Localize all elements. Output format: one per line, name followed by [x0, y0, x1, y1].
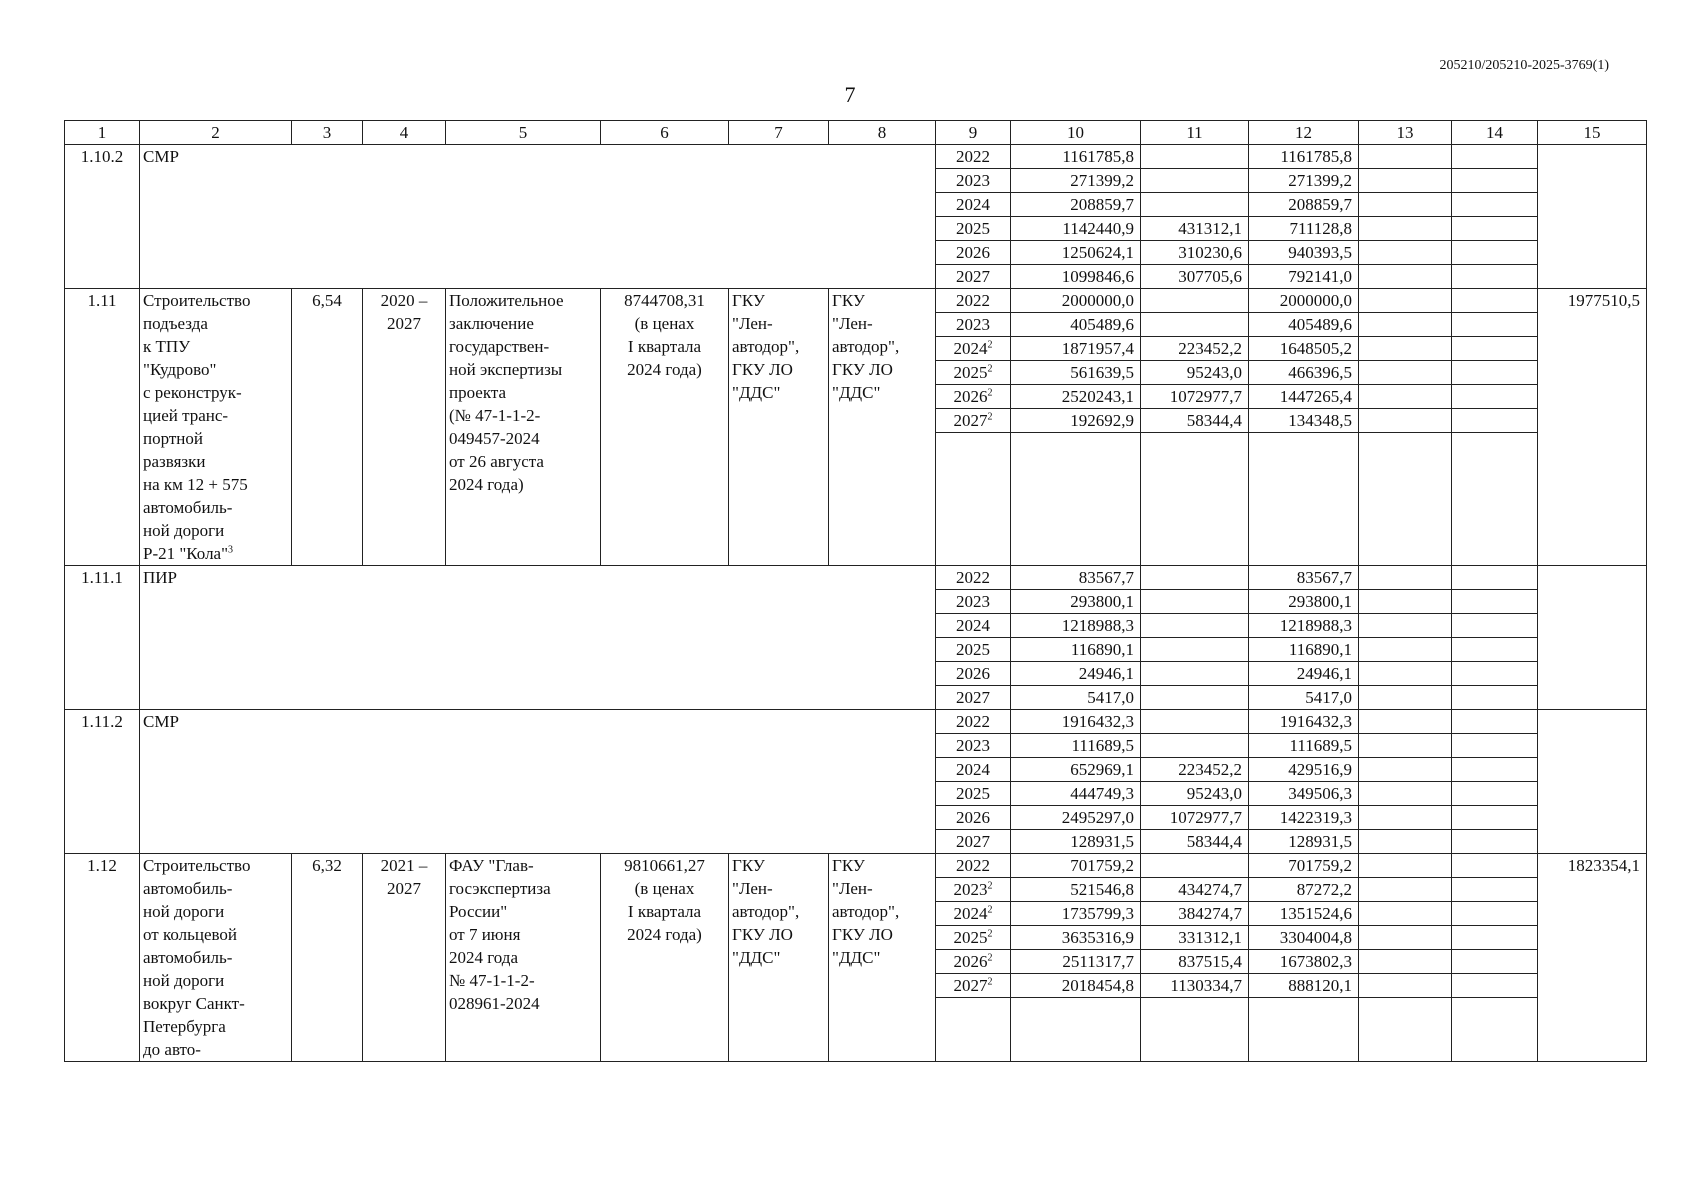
year-value: 2023 [956, 736, 990, 755]
year-value: 2026 [953, 952, 988, 971]
footnote-mark: 2 [987, 339, 993, 351]
object-name-text: Строительство автомобиль- ной дороги от кольцевой автомобиль- ной дороги вокруг Санкт- Петербурга до авто- [143, 856, 251, 1059]
col-15: 1823354,1 [1538, 854, 1647, 1062]
table-row [65, 566, 1647, 590]
year [936, 313, 1011, 337]
object-name [140, 289, 292, 566]
regional-amount: 2000000,0 [1249, 289, 1359, 313]
col-14 [1452, 758, 1538, 782]
regional-amount: 24946,1 [1249, 662, 1359, 686]
col-14 [1452, 662, 1538, 686]
column-header: 13 [1359, 121, 1452, 145]
column-header: 1 [65, 121, 140, 145]
col-13 [1359, 854, 1452, 878]
col-14 [1452, 878, 1538, 902]
year-value: 2027 [956, 688, 990, 707]
year-value: 2022 [956, 712, 990, 731]
col-13 [1359, 830, 1452, 854]
federal-amount: 331312,1 [1141, 926, 1249, 950]
year [936, 734, 1011, 758]
col-13 [1359, 902, 1452, 926]
total-amount: 3635316,9 [1011, 926, 1141, 950]
stage-name: СМР [140, 710, 936, 854]
year [936, 193, 1011, 217]
col-14 [1452, 734, 1538, 758]
customer: ГКУ "Лен- автодор", ГКУ ЛО "ДДС" [729, 289, 829, 566]
col-14 [1452, 902, 1538, 926]
column-header: 15 [1538, 121, 1647, 145]
federal-amount [1141, 145, 1249, 169]
regional-amount: 711128,8 [1249, 217, 1359, 241]
length-km: 6,54 [292, 289, 363, 566]
row-code: 1.11 [65, 289, 140, 566]
total-amount: 192692,9 [1011, 409, 1141, 433]
footnote-mark: 2 [987, 363, 993, 375]
empty-cell [1452, 998, 1538, 1062]
col-13 [1359, 289, 1452, 313]
table-row [65, 854, 1647, 878]
year-value: 2026 [953, 387, 988, 406]
customer: ГКУ "Лен- автодор", ГКУ ЛО "ДДС" [729, 854, 829, 1062]
year [936, 686, 1011, 710]
federal-amount [1141, 566, 1249, 590]
year [936, 902, 1011, 926]
federal-amount [1141, 313, 1249, 337]
col-14 [1452, 854, 1538, 878]
column-header: 10 [1011, 121, 1141, 145]
regional-amount: 888120,1 [1249, 974, 1359, 998]
total-amount: 111689,5 [1011, 734, 1141, 758]
regional-amount: 1351524,6 [1249, 902, 1359, 926]
total-amount: 128931,5 [1011, 830, 1141, 854]
col-14 [1452, 313, 1538, 337]
col-13 [1359, 614, 1452, 638]
empty-cell [1011, 433, 1141, 566]
expertise: Положительное заключение государствен- ной экспертизы проекта (№ 47-1-1-2- 049457-2024 от 26 августа 2024 года) [446, 289, 601, 566]
col-15: 1977510,5 [1538, 289, 1647, 566]
col-13 [1359, 782, 1452, 806]
year-value: 2026 [956, 808, 990, 827]
federal-amount [1141, 193, 1249, 217]
federal-amount [1141, 614, 1249, 638]
column-header: 7 [729, 121, 829, 145]
year-value: 2023 [956, 315, 990, 334]
total-amount: 1218988,3 [1011, 614, 1141, 638]
federal-amount [1141, 590, 1249, 614]
col-13 [1359, 337, 1452, 361]
total-amount: 2511317,7 [1011, 950, 1141, 974]
year-value: 2023 [956, 592, 990, 611]
total-amount: 1871957,4 [1011, 337, 1141, 361]
row-code: 1.12 [65, 854, 140, 1062]
year [936, 710, 1011, 734]
federal-amount: 95243,0 [1141, 361, 1249, 385]
col-14 [1452, 409, 1538, 433]
col-14 [1452, 782, 1538, 806]
empty-cell [1452, 433, 1538, 566]
col-14 [1452, 806, 1538, 830]
col-13 [1359, 313, 1452, 337]
col-14 [1452, 590, 1538, 614]
federal-amount [1141, 289, 1249, 313]
col-13 [1359, 686, 1452, 710]
footnote-mark: 2 [987, 976, 993, 988]
year-value: 2022 [956, 147, 990, 166]
col-14 [1452, 241, 1538, 265]
col-14 [1452, 686, 1538, 710]
col-14 [1452, 193, 1538, 217]
page-number: 7 [844, 82, 856, 107]
total-amount: 521546,8 [1011, 878, 1141, 902]
total-amount: 444749,3 [1011, 782, 1141, 806]
row-code: 1.10.2 [65, 145, 140, 289]
year [936, 145, 1011, 169]
total-amount: 116890,1 [1011, 638, 1141, 662]
table-row [65, 289, 1647, 313]
year [936, 806, 1011, 830]
col-13 [1359, 950, 1452, 974]
total-amount: 208859,7 [1011, 193, 1141, 217]
empty-cell [1359, 998, 1452, 1062]
year-value: 2024 [953, 904, 988, 923]
federal-amount: 307705,6 [1141, 265, 1249, 289]
empty-cell [1359, 433, 1452, 566]
stage-name: СМР [140, 145, 936, 289]
footnote-mark: 2 [987, 880, 993, 892]
total-amount: 1161785,8 [1011, 145, 1141, 169]
year [936, 241, 1011, 265]
column-header: 4 [363, 121, 446, 145]
federal-amount: 223452,2 [1141, 758, 1249, 782]
regional-amount: 1648505,2 [1249, 337, 1359, 361]
col-13 [1359, 241, 1452, 265]
regional-amount: 116890,1 [1249, 638, 1359, 662]
total-amount: 1735799,3 [1011, 902, 1141, 926]
regional-amount: 293800,1 [1249, 590, 1359, 614]
year-value: 2027 [956, 832, 990, 851]
regional-amount: 128931,5 [1249, 830, 1359, 854]
developer: ГКУ "Лен- автодор", ГКУ ЛО "ДДС" [829, 854, 936, 1062]
regional-amount: 940393,5 [1249, 241, 1359, 265]
empty-cell [1011, 998, 1141, 1062]
col-13 [1359, 590, 1452, 614]
footnote-mark: 2 [987, 387, 993, 399]
col-13 [1359, 409, 1452, 433]
year-value: 2027 [953, 411, 988, 430]
col-13 [1359, 169, 1452, 193]
col-14 [1452, 217, 1538, 241]
empty-cell [936, 433, 1011, 566]
regional-amount: 3304004,8 [1249, 926, 1359, 950]
col-13 [1359, 265, 1452, 289]
year [936, 758, 1011, 782]
column-header: 12 [1249, 121, 1359, 145]
col-14 [1452, 289, 1538, 313]
federal-amount: 434274,7 [1141, 878, 1249, 902]
year [936, 409, 1011, 433]
expertise: ФАУ "Глав- госэкспертиза России" от 7 июня 2024 года № 47-1-1-2- 028961-2024 [446, 854, 601, 1062]
footnote-mark: 3 [228, 544, 234, 556]
col-14 [1452, 361, 1538, 385]
footnote-mark: 2 [987, 928, 993, 940]
col-14 [1452, 385, 1538, 409]
year-value: 2026 [956, 664, 990, 683]
total-amount: 5417,0 [1011, 686, 1141, 710]
empty-cell [1141, 998, 1249, 1062]
col-13 [1359, 385, 1452, 409]
regional-amount: 429516,9 [1249, 758, 1359, 782]
regional-amount: 792141,0 [1249, 265, 1359, 289]
total-amount: 2018454,8 [1011, 974, 1141, 998]
empty-cell [936, 998, 1011, 1062]
col-14 [1452, 638, 1538, 662]
period: 2020 – 2027 [363, 289, 446, 566]
regional-amount: 1673802,3 [1249, 950, 1359, 974]
year [936, 782, 1011, 806]
federal-amount [1141, 638, 1249, 662]
regional-amount: 1218988,3 [1249, 614, 1359, 638]
period: 2021 – 2027 [363, 854, 446, 1062]
total-amount: 293800,1 [1011, 590, 1141, 614]
federal-amount: 1072977,7 [1141, 806, 1249, 830]
col-14 [1452, 950, 1538, 974]
regional-amount: 405489,6 [1249, 313, 1359, 337]
col-13 [1359, 193, 1452, 217]
regional-amount: 1161785,8 [1249, 145, 1359, 169]
year [936, 289, 1011, 313]
federal-amount [1141, 169, 1249, 193]
year-value: 2025 [956, 784, 990, 803]
federal-amount: 95243,0 [1141, 782, 1249, 806]
federal-amount: 223452,2 [1141, 337, 1249, 361]
year-value: 2023 [956, 171, 990, 190]
header-row [65, 121, 1647, 145]
year [936, 662, 1011, 686]
empty-cell [1249, 433, 1359, 566]
regional-amount: 1916432,3 [1249, 710, 1359, 734]
col-14 [1452, 830, 1538, 854]
empty-cell [1249, 998, 1359, 1062]
year-value: 2024 [953, 339, 988, 358]
total-amount: 1099846,6 [1011, 265, 1141, 289]
regional-amount: 271399,2 [1249, 169, 1359, 193]
empty-cell [1141, 433, 1249, 566]
year-value: 2024 [956, 195, 990, 214]
regional-amount: 466396,5 [1249, 361, 1359, 385]
regional-amount: 1422319,3 [1249, 806, 1359, 830]
total-amount: 1250624,1 [1011, 241, 1141, 265]
federal-amount [1141, 710, 1249, 734]
year [936, 265, 1011, 289]
column-header: 2 [140, 121, 292, 145]
year [936, 974, 1011, 998]
col-13 [1359, 361, 1452, 385]
regional-amount: 134348,5 [1249, 409, 1359, 433]
year [936, 950, 1011, 974]
col-14 [1452, 169, 1538, 193]
regional-amount: 5417,0 [1249, 686, 1359, 710]
year [936, 385, 1011, 409]
regional-amount: 208859,7 [1249, 193, 1359, 217]
col-13 [1359, 710, 1452, 734]
regional-amount: 701759,2 [1249, 854, 1359, 878]
year-value: 2027 [956, 267, 990, 286]
year-value: 2023 [953, 880, 988, 899]
year-value: 2025 [956, 219, 990, 238]
col-13 [1359, 734, 1452, 758]
total-amount: 83567,7 [1011, 566, 1141, 590]
year [936, 926, 1011, 950]
federal-amount: 58344,4 [1141, 830, 1249, 854]
year [936, 638, 1011, 662]
total-amount: 652969,1 [1011, 758, 1141, 782]
year-value: 2024 [956, 760, 990, 779]
federal-amount: 384274,7 [1141, 902, 1249, 926]
footnote-mark: 2 [987, 952, 993, 964]
object-name-text: Строительство подъезда к ТПУ "Кудрово" с реконструк- цией транс- портной развязки на км 12 + 575 автомобиль- ной дороги Р-21 "Кола" [143, 291, 251, 563]
year [936, 614, 1011, 638]
col-13 [1359, 806, 1452, 830]
col-14 [1452, 974, 1538, 998]
total-amount: 561639,5 [1011, 361, 1141, 385]
year-value: 2026 [956, 243, 990, 262]
stage-name: ПИР [140, 566, 936, 710]
year [936, 337, 1011, 361]
col-13 [1359, 974, 1452, 998]
year-value: 2024 [956, 616, 990, 635]
federal-amount: 1072977,7 [1141, 385, 1249, 409]
year [936, 361, 1011, 385]
federal-amount: 837515,4 [1141, 950, 1249, 974]
table-row [65, 145, 1647, 169]
year [936, 830, 1011, 854]
estimated-cost: 8744708,31 (в ценах I квартала 2024 года) [601, 289, 729, 566]
column-header: 5 [446, 121, 601, 145]
column-header: 11 [1141, 121, 1249, 145]
footnote-mark: 2 [987, 411, 993, 423]
federal-amount [1141, 734, 1249, 758]
federal-amount [1141, 662, 1249, 686]
federal-amount [1141, 854, 1249, 878]
year [936, 566, 1011, 590]
year-value: 2022 [956, 568, 990, 587]
federal-amount: 58344,4 [1141, 409, 1249, 433]
federal-amount: 431312,1 [1141, 217, 1249, 241]
year-value: 2025 [953, 363, 988, 382]
year [936, 217, 1011, 241]
year-value: 2027 [953, 976, 988, 995]
col-13 [1359, 566, 1452, 590]
total-amount: 701759,2 [1011, 854, 1141, 878]
column-header: 9 [936, 121, 1011, 145]
total-amount: 1142440,9 [1011, 217, 1141, 241]
total-amount: 2520243,1 [1011, 385, 1141, 409]
col-14 [1452, 926, 1538, 950]
regional-amount: 87272,2 [1249, 878, 1359, 902]
estimated-cost: 9810661,27 (в ценах I квартала 2024 года) [601, 854, 729, 1062]
year [936, 854, 1011, 878]
regional-amount: 349506,3 [1249, 782, 1359, 806]
col-14 [1452, 145, 1538, 169]
total-amount: 24946,1 [1011, 662, 1141, 686]
col-15 [1538, 566, 1647, 710]
federal-amount: 1130334,7 [1141, 974, 1249, 998]
col-13 [1359, 145, 1452, 169]
length-km: 6,32 [292, 854, 363, 1062]
col-13 [1359, 662, 1452, 686]
column-header: 6 [601, 121, 729, 145]
col-14 [1452, 566, 1538, 590]
column-header: 3 [292, 121, 363, 145]
document-id: 205210/205210-2025-3769(1) [1439, 58, 1609, 73]
col-13 [1359, 638, 1452, 662]
col-13 [1359, 217, 1452, 241]
financing-table [64, 120, 1647, 1062]
col-13 [1359, 758, 1452, 782]
regional-amount: 1447265,4 [1249, 385, 1359, 409]
column-header: 8 [829, 121, 936, 145]
federal-amount [1141, 686, 1249, 710]
regional-amount: 111689,5 [1249, 734, 1359, 758]
total-amount: 2000000,0 [1011, 289, 1141, 313]
federal-amount: 310230,6 [1141, 241, 1249, 265]
table-row [65, 710, 1647, 734]
year [936, 169, 1011, 193]
object-name [140, 854, 292, 1062]
year-value: 2025 [956, 640, 990, 659]
col-13 [1359, 878, 1452, 902]
col-14 [1452, 265, 1538, 289]
year-value: 2025 [953, 928, 988, 947]
year-value: 2022 [956, 291, 990, 310]
col-14 [1452, 337, 1538, 361]
year [936, 590, 1011, 614]
total-amount: 2495297,0 [1011, 806, 1141, 830]
regional-amount: 83567,7 [1249, 566, 1359, 590]
developer: ГКУ "Лен- автодор", ГКУ ЛО "ДДС" [829, 289, 936, 566]
col-13 [1359, 926, 1452, 950]
row-code: 1.11.1 [65, 566, 140, 710]
col-15 [1538, 145, 1647, 289]
total-amount: 405489,6 [1011, 313, 1141, 337]
total-amount: 271399,2 [1011, 169, 1141, 193]
footnote-mark: 2 [987, 904, 993, 916]
column-header: 14 [1452, 121, 1538, 145]
col-15 [1538, 710, 1647, 854]
col-14 [1452, 710, 1538, 734]
year [936, 878, 1011, 902]
col-14 [1452, 614, 1538, 638]
row-code: 1.11.2 [65, 710, 140, 854]
year-value: 2022 [956, 856, 990, 875]
total-amount: 1916432,3 [1011, 710, 1141, 734]
